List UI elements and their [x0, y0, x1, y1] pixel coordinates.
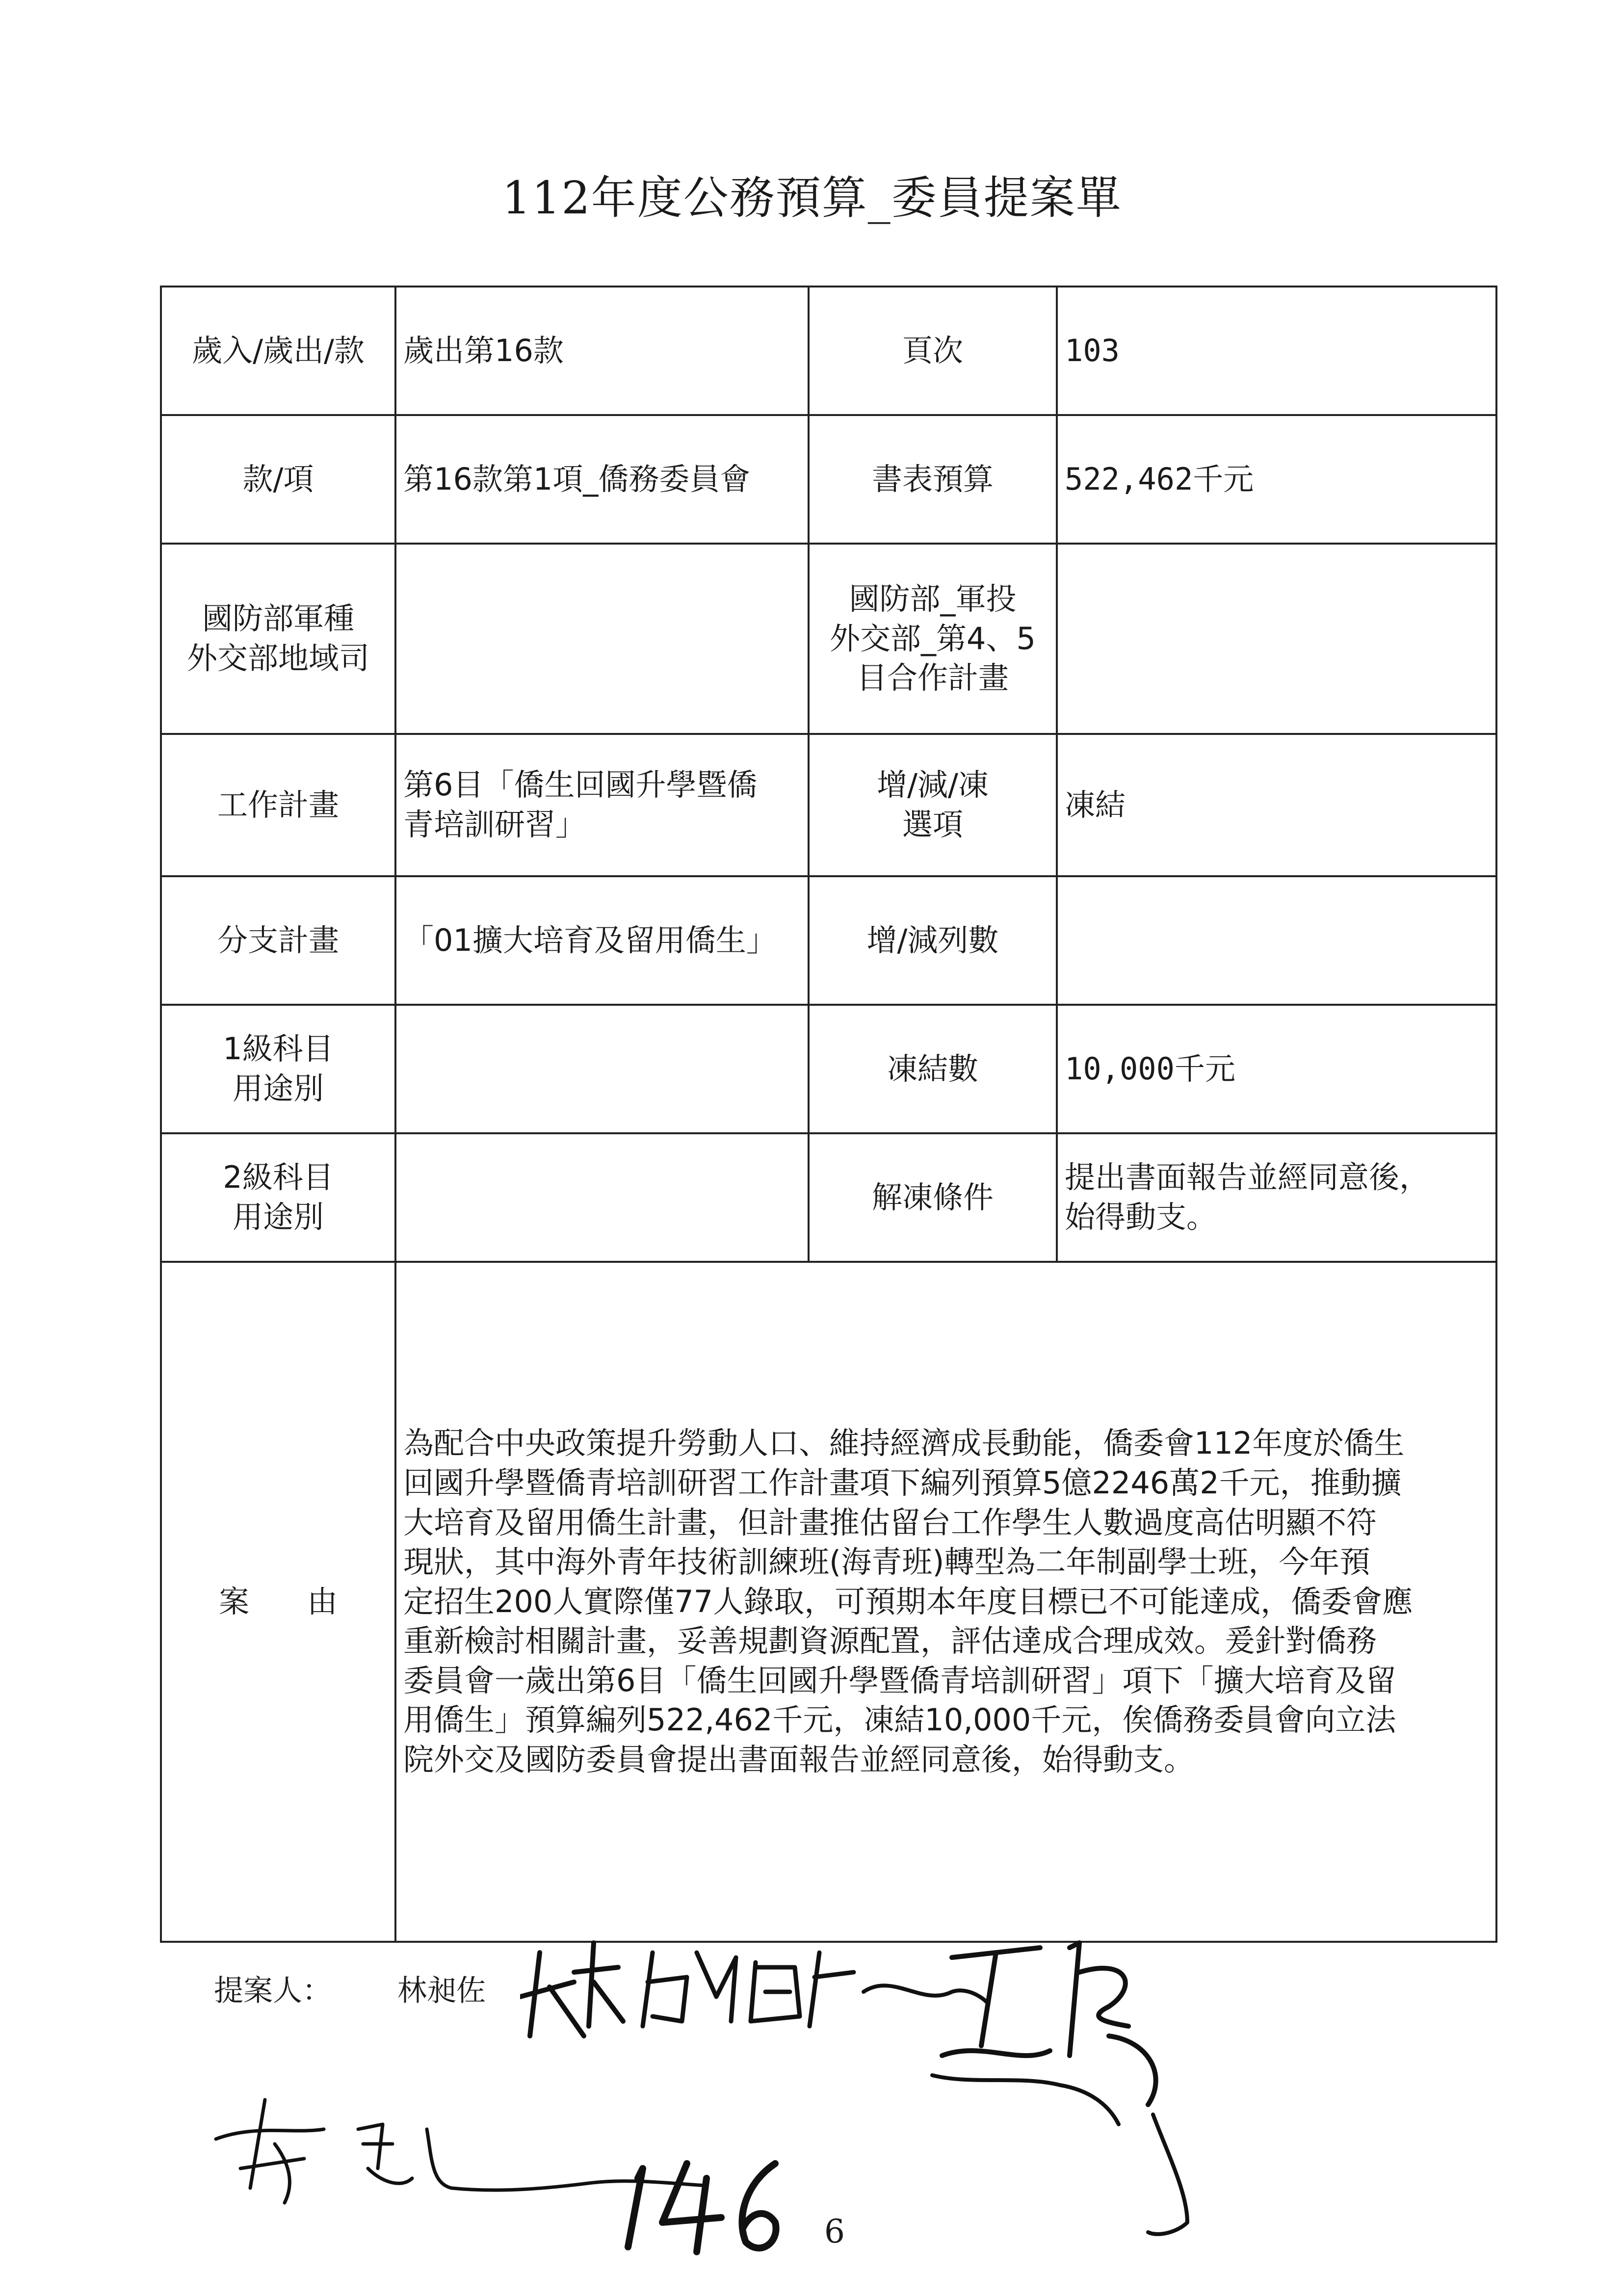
value-category: 歲出第16款: [395, 287, 809, 415]
reason-line: 回國升學暨僑青培訓研習工作計畫項下編列預算5億2246萬2千元，推動擴: [403, 1464, 1402, 1501]
label-page: 頁次: [809, 287, 1057, 415]
value-work-plan-line1: 第6目「僑生回國升學暨僑: [403, 767, 758, 803]
label-cooperation-line3: 目合作計畫: [856, 660, 1009, 696]
label-unfreeze-condition: 解凍條件: [809, 1133, 1057, 1262]
label-reason: [161, 1262, 395, 1942]
label-option-line2: 選項: [902, 807, 963, 842]
proposer-label: 提案人：: [214, 1974, 332, 2008]
label-category: 歲入/歲出/款: [161, 287, 395, 415]
reason-text: [395, 1262, 1496, 1942]
label-work-plan: 工作計畫: [161, 734, 395, 876]
label-reason-char2: 由: [307, 1583, 338, 1619]
signature-1: [520, 1923, 991, 2051]
row-reason: [161, 1262, 1496, 1942]
row-branch-plan: [161, 876, 1496, 1005]
label-ministry-line2: 外交部地域司: [186, 640, 369, 676]
reason-line: 委員會一歲出第6目「僑生回國升學暨僑青培訓研習」項下「擴大培育及留: [403, 1662, 1396, 1698]
value-work-plan: [395, 734, 809, 876]
label-level1: [161, 1005, 395, 1133]
value-option: 凍結: [1057, 734, 1496, 876]
label-ministry-line1: 國防部軍種: [202, 600, 354, 637]
value-work-plan-line2: 青培訓研習」: [403, 807, 586, 842]
label-level1-line2: 用途別: [232, 1070, 324, 1106]
value-freeze-amount: 10,000千元: [1057, 1005, 1496, 1133]
label-level2-line2: 用途別: [232, 1199, 324, 1235]
reason-line: 院外交及國防委員會提出書面報告並經同意後，始得動支。: [403, 1742, 1195, 1778]
row-category: [161, 287, 1496, 415]
reason-line: 現狀，其中海外青年技術訓練班(海青班)轉型為二年制副學士班，今年預: [403, 1544, 1370, 1580]
row-ministry: [161, 544, 1496, 734]
label-level2: [161, 1133, 395, 1262]
label-cooperation-line1: 國防部_軍投: [849, 581, 1017, 617]
row-item: [161, 415, 1496, 544]
label-cooperation: [809, 544, 1057, 734]
value-unfreeze-condition: [1057, 1133, 1496, 1262]
value-item: 第16款第1項_僑務委員會: [395, 415, 809, 544]
label-reason-char1: 案: [218, 1583, 249, 1619]
label-cooperation-line2: 外交部_第4、5: [830, 620, 1036, 656]
reason-line: 用僑生」預算編列522,462千元，凍結10,000千元，俟僑務委員會向立法: [403, 1702, 1396, 1738]
row-level2: [161, 1133, 1496, 1262]
label-item: 款/項: [161, 415, 395, 544]
proposal-table: [160, 286, 1497, 1943]
label-level2-line1: 2級科目: [223, 1159, 334, 1196]
row-level1: [161, 1005, 1496, 1133]
value-level2: [395, 1133, 809, 1262]
label-level1-line1: 1級科目: [223, 1031, 334, 1067]
value-ministry: [395, 544, 809, 734]
label-change-amount: 增/減列數: [809, 876, 1057, 1005]
label-ministry: [161, 544, 395, 734]
reason-line: 為配合中央政策提升勞動人口、維持經濟成長動能，僑委會112年度於僑生: [403, 1425, 1405, 1461]
row-work-plan: [161, 734, 1496, 876]
page-number: 6: [824, 2213, 845, 2250]
reason-line: 大培育及留用僑生計畫，但計畫推估留台工作學生人數過度高估明顯不符: [403, 1504, 1377, 1540]
label-option: [809, 734, 1057, 876]
reason-line: 重新檢討相關計畫，妥善規劃資源配置，評估達成合理成效。爰針對僑務: [403, 1623, 1377, 1659]
value-budget: 522,462千元: [1057, 415, 1496, 544]
reason-line: 定招生200人實際僅77人錄取，可預期本年度目標已不可能達成，僑委會應: [403, 1583, 1413, 1619]
value-unfreeze-line2: 始得動支。: [1065, 1199, 1217, 1235]
label-option-line1: 增/減/凍: [877, 767, 989, 803]
label-budget: 書表預算: [809, 415, 1057, 544]
value-page: 103: [1057, 287, 1496, 415]
signature-2: [922, 1928, 1266, 2242]
handwritten-number-146: [613, 2149, 790, 2262]
form-title: 112年度公務預算_委員提案單: [502, 172, 1122, 224]
proposer-name: 林昶佐: [397, 1974, 486, 2008]
label-freeze-amount: 凍結數: [809, 1005, 1057, 1133]
value-cooperation: [1057, 544, 1496, 734]
value-change-amount: [1057, 876, 1496, 1005]
value-branch-plan: 「01擴大培育及留用僑生」: [395, 876, 809, 1005]
value-unfreeze-line1: 提出書面報告並經同意後，: [1065, 1159, 1430, 1196]
label-branch-plan: 分支計畫: [161, 876, 395, 1005]
value-level1: [395, 1005, 809, 1133]
